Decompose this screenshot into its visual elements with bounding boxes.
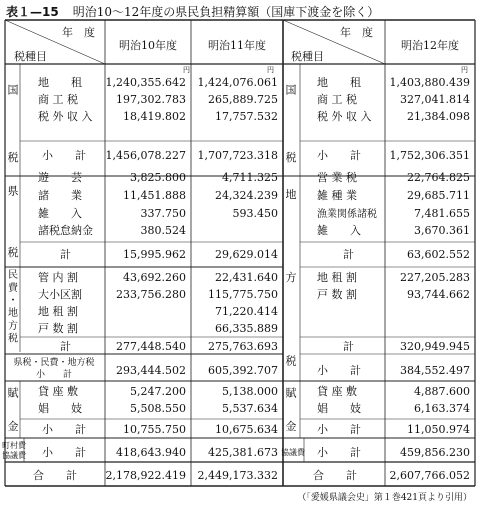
kyogi-label: 協議費 — [281, 448, 305, 457]
value-col1: 197,302.783 — [116, 93, 186, 106]
value-col1: 418,643.940 — [116, 446, 186, 459]
group-label-kokuzei-r — [286, 106, 297, 119]
item-name: 管 内 割 — [38, 271, 78, 284]
unit-label: 円 — [183, 66, 190, 74]
group-label-chihozei — [286, 243, 297, 256]
header-col3: 明治12年度 — [401, 39, 459, 52]
item-name: 遊 芸 — [38, 171, 82, 184]
value-col1: 1,240,355.642 — [105, 76, 186, 89]
item-name: 雑 入 — [38, 207, 82, 220]
value-col1: 380.524 — [140, 224, 186, 237]
value-col3: 7,481.655 — [414, 207, 470, 220]
value-col3: 93,744.662 — [407, 288, 470, 301]
value-col3: 1,752,306.351 — [389, 149, 470, 162]
item-name: 税 外 収 入 — [38, 110, 93, 123]
group-label-kokuzei-r: 国 — [285, 83, 297, 97]
item-name: 商 工 税 — [317, 93, 357, 106]
item-name: 雑 種 業 — [317, 189, 357, 202]
item-name: 税 外 収 入 — [317, 110, 372, 123]
value-col2: 5,537.634 — [222, 402, 278, 415]
item-name: 地 租 割 — [38, 305, 78, 318]
value-col3: 320,949.945 — [400, 340, 470, 353]
combined-label: 県税・民費・地方税 — [13, 358, 95, 368]
group-label-kokuzei — [8, 106, 19, 119]
value-col1: 277,448.540 — [116, 340, 186, 353]
value-col2: 115,775.750 — [208, 288, 278, 301]
value-col1: 3,825.800 — [130, 171, 186, 184]
value-col2: 425,381.673 — [208, 446, 278, 459]
header-col2: 明治11年度 — [208, 39, 266, 52]
item-name: 貸 座 敷 — [317, 385, 357, 398]
value-col1: 18,419.802 — [123, 110, 186, 123]
value-col1: 43,692.260 — [123, 271, 186, 284]
group-label-kenzei: 県 — [7, 184, 19, 198]
value-col2: 10,675.634 — [215, 423, 278, 436]
value-col3: 6,163.374 — [414, 402, 470, 415]
item-name: 大小区割 — [38, 288, 82, 301]
subtotal-label: 計 — [343, 340, 354, 353]
group-label-fukin-r: 金 — [285, 419, 297, 433]
value-col1: 233,756.280 — [116, 288, 186, 301]
value-col3: 459,856.230 — [400, 446, 470, 459]
total-label: 合 計 — [313, 469, 357, 482]
group-label-kenzei: 税 — [7, 245, 19, 259]
group-label-chihozei — [286, 216, 297, 229]
value-col2: 275,763.693 — [208, 340, 278, 353]
value-col3: 1,403,880.439 — [389, 76, 470, 89]
value-col2: 2,449,173.332 — [197, 469, 278, 482]
group-label-minpi: 地 — [8, 308, 18, 320]
group-label-minpi: 費 — [8, 282, 18, 294]
value-col1: 337.750 — [140, 207, 186, 220]
header-nendo: 年 度 — [62, 26, 95, 39]
choson-label2: 協議費 — [2, 451, 26, 460]
value-col2: 24,324.239 — [215, 189, 278, 202]
header-zeishu: 税種目 — [14, 50, 47, 63]
value-col2: 17,757.532 — [215, 110, 278, 123]
value-col2: 4,711.325 — [222, 171, 278, 184]
total-label: 合 計 — [33, 469, 77, 482]
value-col2: 22,431.640 — [215, 271, 278, 284]
group-label-fukin: 金 — [7, 419, 19, 433]
value-col3: 2,607,766.052 — [389, 469, 470, 482]
item-name: 漁業関係諸税 — [317, 209, 377, 220]
group-label-kokuzei — [8, 128, 19, 141]
item-name: 貸 座 敷 — [38, 385, 78, 398]
value-col2: 29,629.014 — [215, 248, 278, 261]
group-label-kokuzei: 国 — [7, 83, 19, 97]
group-label-chihozei: 地 — [285, 188, 297, 202]
value-col2: 71,220.414 — [215, 305, 278, 318]
group-label-kokuzei-r — [286, 128, 297, 141]
value-col2: 605,392.707 — [208, 364, 278, 377]
value-col3: 11,050.974 — [407, 423, 470, 436]
value-col1: 15,995.962 — [123, 248, 186, 261]
unit-label: 円 — [267, 66, 274, 74]
group-label-minpi: 民 — [8, 270, 18, 282]
item-name: 諸 業 — [38, 189, 82, 202]
subtotal-label: 小 計 — [42, 446, 86, 459]
table-number: 表１—15 — [6, 5, 59, 19]
value-col2: 593.450 — [232, 207, 278, 220]
subtotal-label: 計 — [343, 248, 354, 261]
group-label-kokuzei-r: 税 — [285, 150, 297, 164]
subtotal-label: 小 計 — [317, 423, 361, 436]
item-name: 戸 数 割 — [317, 288, 357, 301]
item-name: 娼 妓 — [38, 402, 82, 415]
item-name: 商 工 税 — [38, 93, 78, 106]
item-name: 地 租 割 — [317, 271, 357, 284]
group-label-minpi: 税 — [8, 333, 18, 345]
group-label-chihozei — [286, 327, 297, 340]
item-name: 娼 妓 — [317, 402, 361, 415]
subtotal-label: 計 — [60, 248, 71, 261]
value-col1: 2,178,922.419 — [105, 469, 186, 482]
subtotal-label: 小 計 — [42, 423, 86, 436]
value-col3: 29,685.711 — [407, 189, 470, 202]
value-col1: 1,456,078.227 — [105, 149, 186, 162]
group-label-fukin: 賦 — [7, 386, 19, 400]
group-label-chihozei: 方 — [285, 271, 297, 285]
value-col3: 227,205.283 — [400, 271, 470, 284]
header-zeishu: 税種目 — [291, 50, 324, 63]
value-col2: 1,424,076.061 — [197, 76, 278, 89]
value-col3: 21,384.098 — [407, 110, 470, 123]
group-label-kenzei — [8, 205, 19, 218]
group-label-chihozei — [286, 299, 297, 312]
value-col3: 3,670.361 — [414, 224, 470, 237]
group-label-fukin-r: 賦 — [285, 386, 297, 400]
value-col3: 22,764.825 — [407, 171, 470, 184]
value-col3: 327,041.814 — [400, 93, 470, 106]
choson-label: 町村費 — [2, 441, 26, 450]
group-label-kokuzei: 税 — [7, 150, 19, 164]
subtotal-label: 小 計 — [42, 149, 86, 162]
item-name: 地 租 — [317, 76, 361, 89]
header-nendo: 年 度 — [340, 26, 373, 39]
value-col2: 265,889.725 — [208, 93, 278, 106]
group-label-fukin — [8, 403, 19, 416]
subtotal-label: 小 計 — [317, 446, 361, 459]
item-name: 諸税怠納金 — [38, 224, 93, 237]
group-label-minpi: ・ — [8, 295, 18, 307]
value-col1: 10,755.750 — [123, 423, 186, 436]
value-col3: 384,552.497 — [400, 364, 470, 377]
group-label-minpi: 方 — [8, 320, 18, 332]
value-col1: 5,247.200 — [130, 385, 186, 398]
combined-sublabel: 小 計 — [35, 370, 73, 380]
item-name: 営 業 税 — [317, 171, 357, 184]
group-label-kenzei — [8, 225, 19, 238]
item-name: 雑 入 — [317, 224, 361, 237]
subtotal-label: 計 — [60, 340, 71, 353]
value-col1: 11,451.888 — [123, 189, 186, 202]
value-col2: 5,138.000 — [222, 385, 278, 398]
source-citation: （「愛媛県議会史」第１巻421頁より引用） — [297, 493, 472, 503]
subtotal-label: 小 計 — [317, 149, 361, 162]
value-col2: 1,707,723.318 — [197, 149, 278, 162]
value-col3: 63,602.552 — [407, 248, 470, 261]
unit-label: 円 — [461, 66, 468, 74]
item-name: 地 租 — [38, 76, 82, 89]
item-name: 戸 数 割 — [38, 322, 78, 335]
group-label-fukin-r — [286, 403, 297, 416]
header-col1: 明治10年度 — [119, 39, 177, 52]
subtotal-label: 小 計 — [317, 364, 361, 377]
value-col2: 66,335.889 — [215, 322, 278, 335]
value-col1: 5,508.550 — [130, 402, 186, 415]
group-label-chihozei: 税 — [285, 354, 297, 368]
value-col1: 293,444.502 — [116, 364, 186, 377]
table-caption: 明治10〜12年度の県民負担精算額（国庫下渡金を除く） — [72, 5, 380, 19]
value-col3: 4,887.600 — [414, 385, 470, 398]
